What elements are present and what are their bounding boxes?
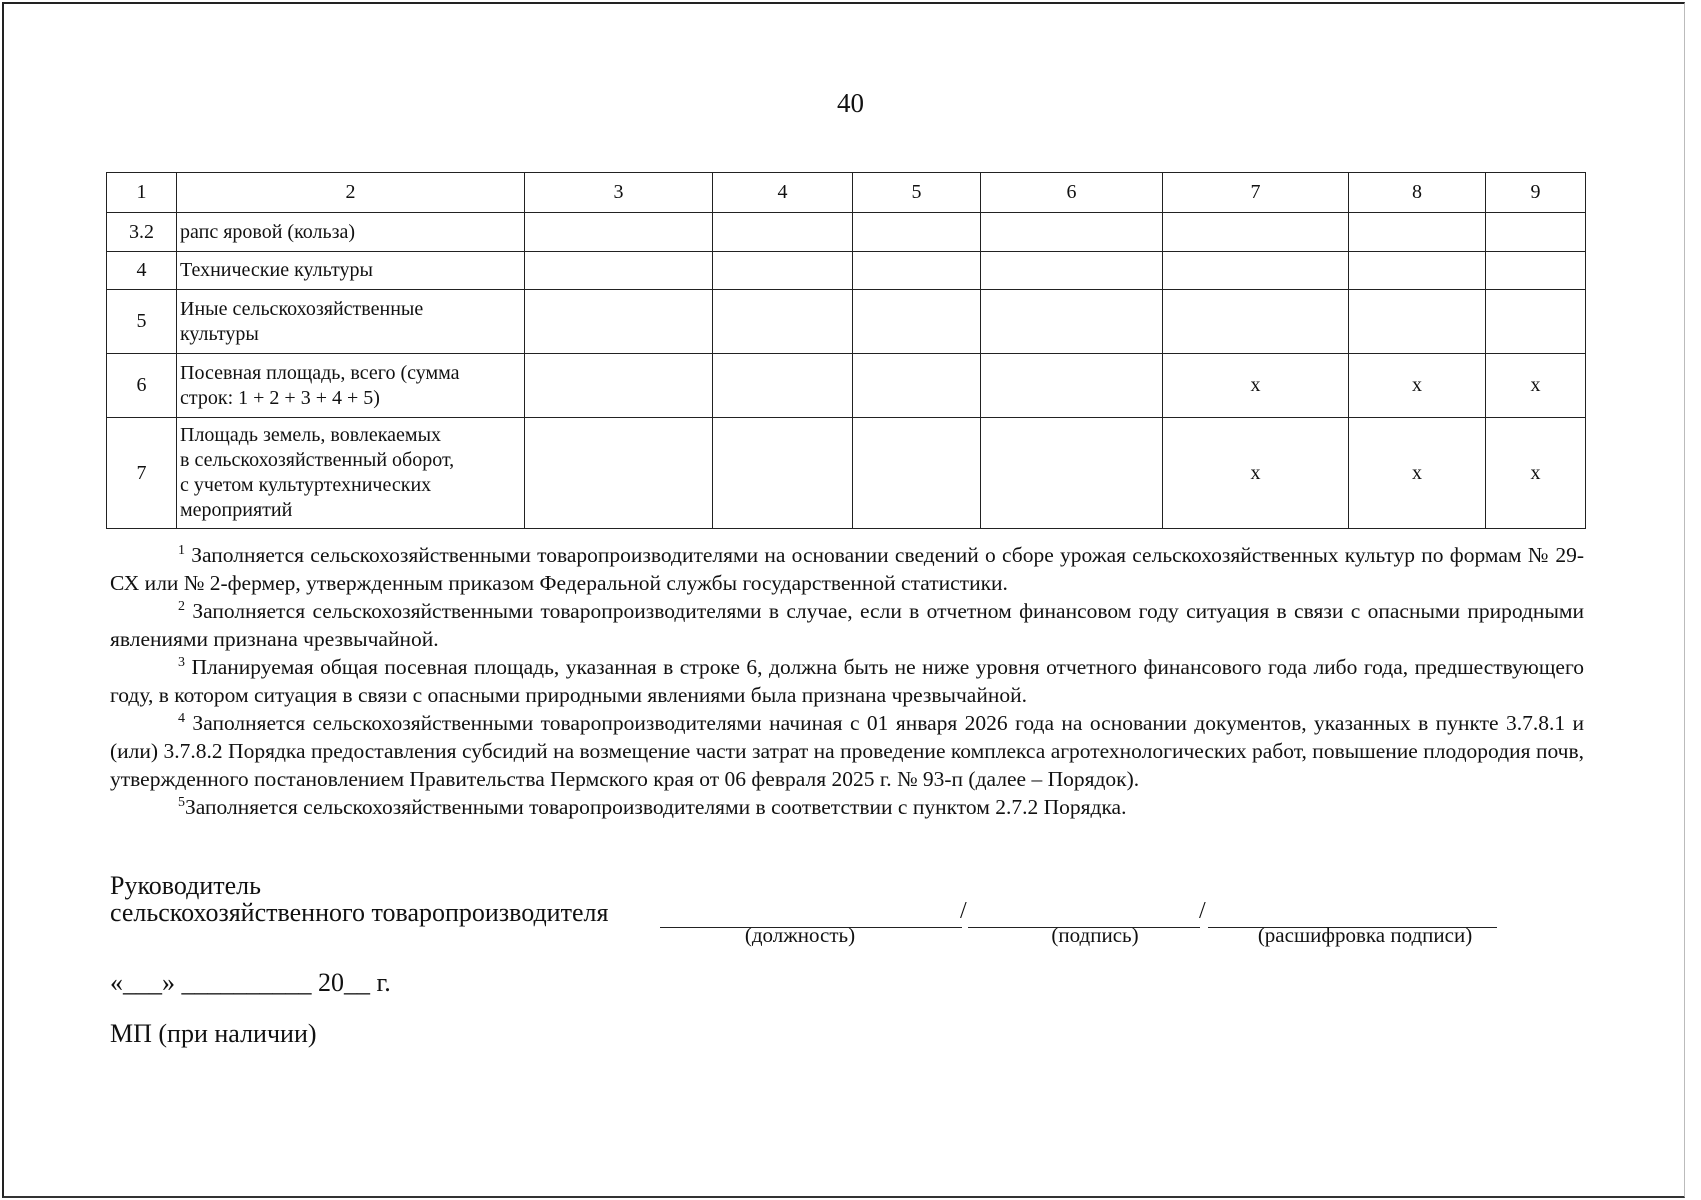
table-cell [853, 213, 981, 252]
table-cell [525, 252, 713, 290]
table-cell [1163, 213, 1349, 252]
form-table [106, 172, 1586, 529]
separator-slash: / [1199, 898, 1206, 924]
table-cell: х [1486, 354, 1586, 418]
row-label: Технические культуры [177, 252, 525, 290]
table-cell [1163, 290, 1349, 354]
table-cell [853, 290, 981, 354]
footnote-text: Заполняется сельскохозяйственными товаропроизводителями начиная с 01 января 2026 года на основании документов, указанных в пункте 3.7.8.1 и (или) 3.7.8.2 Порядка предоставления субсидий на возмещение части затрат на проведение комплекса агротехнологических работ, повышение плодородия почв, утвержденного постановлением Правительства Пермского края от 06 февраля 2025 г. № 93-п (далее – Порядок). [110, 711, 1585, 791]
signature-title-line: сельскохозяйственного товаропроизводителя [110, 898, 609, 927]
table-cell [713, 418, 853, 529]
table-cell [981, 252, 1163, 290]
table-cell: х [1163, 354, 1349, 418]
footnotes [110, 541, 1584, 821]
footnote-mark: 4 [178, 711, 185, 726]
table-cell [853, 354, 981, 418]
header-cell: 2 [177, 173, 525, 213]
table-row [107, 418, 1586, 529]
row-number: 6 [107, 354, 177, 418]
table-cell [525, 213, 713, 252]
row-label: рапс яровой (кольза) [177, 213, 525, 252]
table-cell [1486, 290, 1586, 354]
date-line: «___» __________ 20__ г. [110, 968, 391, 997]
table-cell [1349, 252, 1486, 290]
header-cell: 9 [1486, 173, 1586, 213]
table-cell [1349, 290, 1486, 354]
table-cell: х [1349, 418, 1486, 529]
table-row [107, 290, 1586, 354]
header-cell: 5 [853, 173, 981, 213]
table-cell [853, 418, 981, 529]
footnote-3 [110, 653, 1584, 709]
table-cell [525, 418, 713, 529]
table-cell [525, 290, 713, 354]
row-label [177, 354, 525, 418]
table-row [107, 354, 1586, 418]
caption-position: (должность) [744, 923, 856, 947]
table-cell: х [1486, 418, 1586, 529]
table-cell [1486, 213, 1586, 252]
row-label [177, 418, 525, 529]
table-cell [981, 213, 1163, 252]
footnote-mark: 3 [178, 655, 185, 670]
page-number: 40 [837, 88, 864, 118]
header-cell: 4 [713, 173, 853, 213]
footnote-text: Заполняется сельскохозяйственными товаропроизводителями на основании сведений о сборе урожая сельскохозяйственных культур по формам № 29-СХ или № 2-фермер, утвержденным приказом Федеральной службы государственной статистики. [110, 543, 1585, 595]
table-cell [1349, 213, 1486, 252]
table-header-row [107, 173, 1586, 213]
table-row [107, 213, 1586, 252]
table-cell [1486, 252, 1586, 290]
table-cell: х [1349, 354, 1486, 418]
footnote-mark: 2 [178, 599, 185, 614]
row-label-line: с учетом культуртехнических [180, 474, 432, 496]
row-label [177, 290, 525, 354]
footnote-mark: 5 [178, 795, 185, 810]
separator-slash: / [960, 898, 967, 924]
signature-title-line: Руководитель [110, 871, 261, 900]
table-cell [713, 290, 853, 354]
table-cell [713, 252, 853, 290]
table-cell [981, 290, 1163, 354]
header-cell: 6 [981, 173, 1163, 213]
caption-signature: (подпись) [1051, 923, 1139, 947]
row-number: 4 [107, 252, 177, 290]
table-cell [1163, 252, 1349, 290]
table-cell [525, 354, 713, 418]
row-number: 3.2 [107, 213, 177, 252]
row-label-line: в сельскохозяйственный оборот, [180, 449, 455, 471]
row-label-line: Иные сельскохозяйственные [180, 297, 424, 320]
caption-decoding: (расшифровка подписи) [1257, 923, 1473, 947]
footnote-text: Заполняется сельскохозяйственными товаропроизводителями в случае, если в отчетном финансовом году ситуация в связи с опасными природными явлениями признана чрезвычайной. [110, 599, 1584, 651]
table-row [107, 252, 1586, 290]
table-cell [713, 354, 853, 418]
header-cell: 7 [1163, 173, 1349, 213]
row-number: 5 [107, 290, 177, 354]
footnote-5 [110, 793, 1584, 821]
table-cell [853, 252, 981, 290]
footnote-text: Планируемая общая посевная площадь, указанная в строке 6, должна быть не ниже уровня отчетного финансового года либо года, предшествующего году, в котором ситуация в связи с опасными природными явлениями была признана чрезвычайной. [110, 655, 1585, 707]
footnote-text: Заполняется сельскохозяйственными товаропроизводителями в соответствии с пунктом 2.7.2 Порядка. [185, 795, 1127, 819]
table-cell: х [1163, 418, 1349, 529]
footnote-2 [110, 597, 1584, 653]
stamp-label: МП (при наличии) [110, 1019, 317, 1048]
header-cell: 1 [107, 173, 177, 213]
row-label-line: культуры [180, 322, 259, 345]
row-number: 7 [107, 418, 177, 529]
row-label-line: строк: 1 + 2 + 3 + 4 + 5) [180, 386, 380, 409]
header-cell: 3 [525, 173, 713, 213]
row-label-line: Посевная площадь, всего (сумма [180, 361, 460, 384]
table-cell [981, 354, 1163, 418]
footnote-4 [110, 709, 1584, 793]
table-cell [713, 213, 853, 252]
row-label-line: Площадь земель, вовлекаемых [180, 424, 442, 446]
signature-title [110, 872, 608, 926]
header-cell: 8 [1349, 173, 1486, 213]
footnote-mark: 1 [178, 543, 185, 558]
row-label-line: мероприятий [180, 499, 293, 521]
table-cell [981, 418, 1163, 529]
footnote-1 [110, 541, 1584, 597]
